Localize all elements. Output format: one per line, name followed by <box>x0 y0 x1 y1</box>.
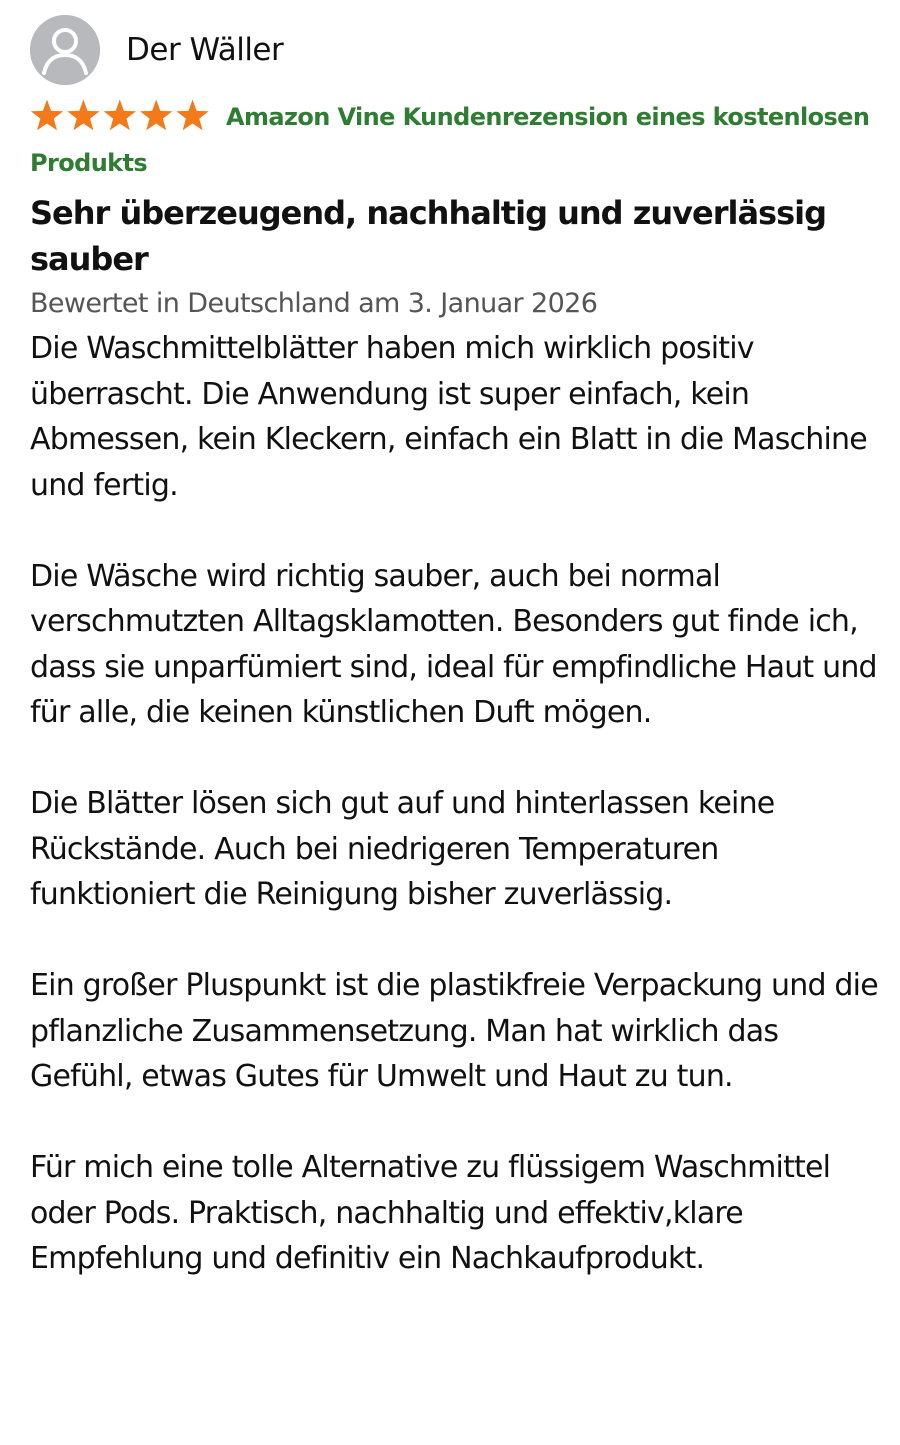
review-paragraph: Für mich eine tolle Alternative zu flüssigem Waschmittel oder Pods. Praktisch, nachhaltig und effektiv,klare Empfehlung und definitiv ein Nachkaufprodukt. <box>30 1150 831 1276</box>
review-paragraph: Die Wäsche wird richtig sauber, auch bei normal verschmutzten Alltagsklamotten. Besonders gut finde ich, dass sie unparfümiert sind, ideal für empfindliche Haut und für alle, die keinen künstlichen Duft mögen. <box>30 558 877 730</box>
star-icon <box>176 100 208 131</box>
rating-row <box>30 94 880 186</box>
avatar[interactable] <box>30 15 100 85</box>
user-icon <box>30 15 100 85</box>
vine-badge: Amazon Vine Kundenrezension eines kostenlosen Produkts <box>30 103 870 177</box>
reviewer-profile[interactable] <box>30 14 880 86</box>
star-icon <box>67 100 99 131</box>
review-date: Bewertet in Deutschland am 3. Januar 2026 <box>30 288 598 319</box>
review-paragraph: Ein großer Pluspunkt ist die plastikfreie Verpackung und die pflanzliche Zusammensetzung. Man hat wirklich das Gefühl, etwas Gutes für Umwelt und Haut zu tun. <box>30 968 878 1094</box>
review-title[interactable]: Sehr überzeugend, nachhaltig und zuverlässig sauber <box>30 194 826 278</box>
star-icon <box>104 100 136 131</box>
review-card <box>30 14 880 1282</box>
review-paragraph: Die Blätter lösen sich gut auf und hinterlassen keine Rückstände. Auch bei niedrigeren Temperaturen funktioniert die Reinigung bisher zuverlässig. <box>30 786 775 912</box>
star-icon <box>140 100 172 131</box>
star-rating[interactable] <box>30 94 212 140</box>
star-icons <box>30 99 212 133</box>
review-paragraph: Die Waschmittelblätter haben mich wirklich positiv überrascht. Die Anwendung ist super einfach, kein Abmessen, kein Kleckern, einfach ein Blatt in die Maschine und fertig. <box>30 331 867 503</box>
star-icon <box>31 100 63 131</box>
review-body <box>30 326 880 1282</box>
reviewer-name[interactable]: Der Wäller <box>126 32 284 68</box>
